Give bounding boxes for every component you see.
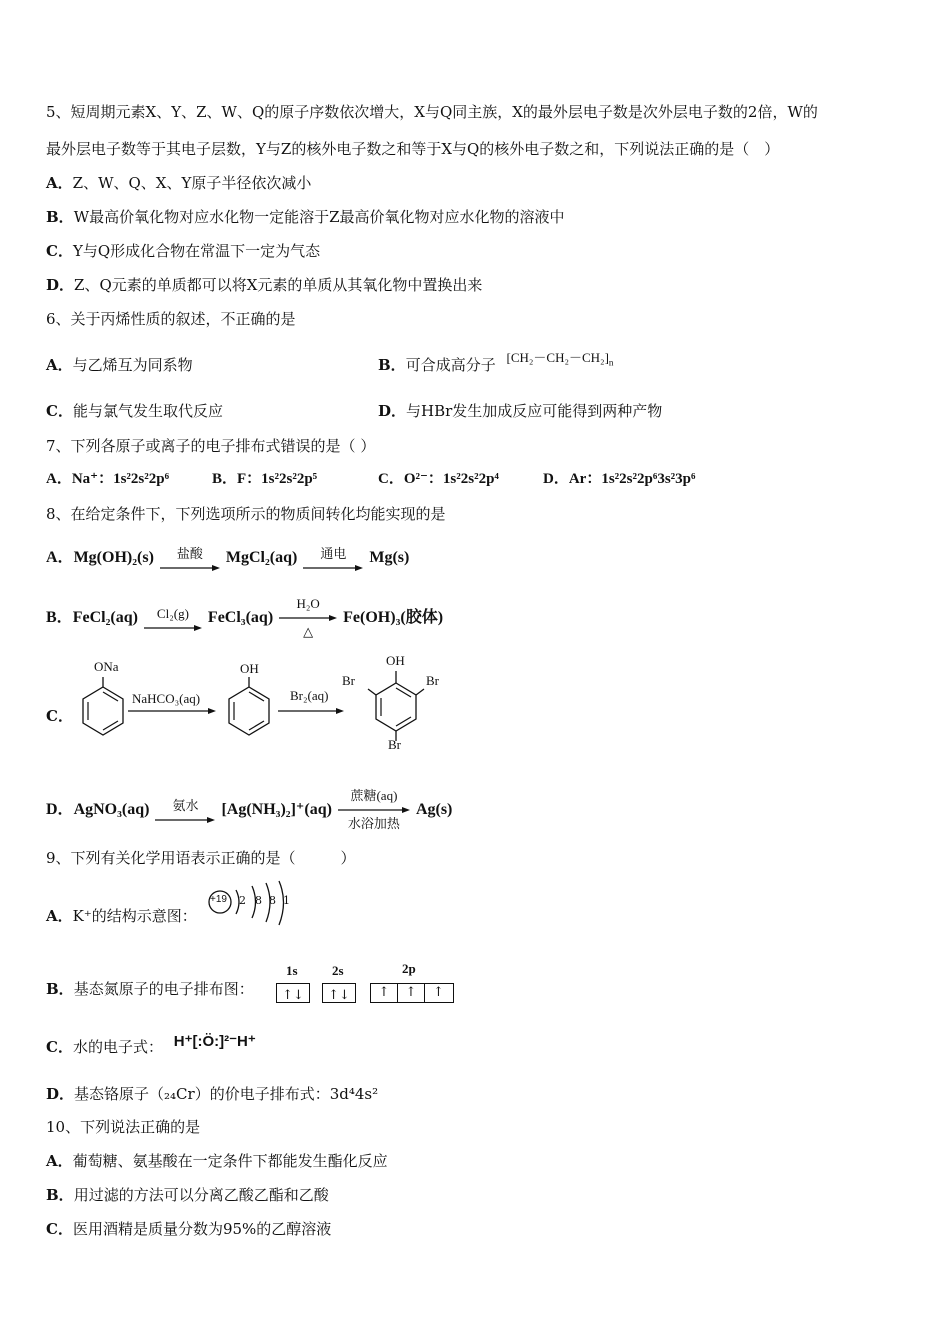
q5-stem-line2: 最外层电子数等于其电子层数，Y与Z的核外电子数之和等于X与Q的核外电子数之和，下列说法正确的是（ ） (46, 140, 780, 158)
orbital-cell: ↑ (398, 984, 425, 1002)
substituent-label: OH (240, 661, 259, 676)
option-label: C． (46, 242, 73, 260)
orbital-cell: ↑ (433, 985, 444, 1000)
q5-option-a[interactable] (46, 173, 311, 193)
arrow-icon (279, 614, 337, 622)
arrow-label: NaHCO₃(aq) (132, 691, 201, 706)
orbital-box-1s (276, 983, 310, 1003)
q9-option-a[interactable] (46, 906, 197, 926)
substituent-label: ONa (94, 659, 119, 674)
q6-option-a[interactable] (46, 355, 193, 375)
option-text: Z、Q元素的单质都可以将X元素的单质从其氧化物中置换出来 (74, 276, 483, 294)
arrow-label: 通电 (320, 546, 347, 561)
q8-stem: 8、在给定条件下，下列选项所示的物质间转化均能实现的是 (46, 505, 446, 523)
option-label: B． (378, 356, 406, 374)
arrow-icon (144, 624, 202, 632)
option-text: 葡萄糖、氨基酸在一定条件下都能发生酯化反应 (72, 1152, 388, 1170)
option-label: A． (46, 907, 73, 925)
k-ion-structure-diagram (206, 880, 296, 930)
orbital-diagram (274, 963, 464, 1007)
option-text: 水的电子式： (72, 1038, 163, 1056)
option-label: D． (46, 801, 74, 818)
arrow-icon (278, 707, 344, 715)
arrow-label: 氨水 (172, 798, 199, 813)
intermediate: [Ag(NH₃)₂]⁺(aq) (221, 801, 332, 818)
arrow-label: Br₂(aq) (290, 688, 329, 703)
shell-count: 2 (239, 894, 246, 907)
benzene-ring-icon (224, 673, 274, 737)
q5-option-d[interactable] (46, 275, 482, 295)
arrow-label-top: H₂O (296, 596, 320, 611)
spin-up-arrow: ↑ (328, 988, 339, 1003)
arrow-label: Cl₂(g) (156, 606, 189, 621)
q7-option-c[interactable]: C．O²⁻：1s²2s²2p⁴ (378, 471, 499, 487)
option-label: C． (46, 402, 73, 420)
option-label: C． (46, 707, 73, 725)
orbital-cell: ↑ (371, 984, 398, 1002)
option-text: 与乙烯互为同系物 (72, 356, 193, 374)
q9-stem: 9、下列有关化学用语表示正确的是（ ） (46, 849, 356, 867)
reaction-arrow (338, 786, 410, 834)
q6-option-d[interactable] (378, 401, 662, 421)
arrow-icon (128, 707, 216, 715)
orbital-cell (323, 987, 355, 1005)
q5-option-c[interactable] (46, 241, 320, 261)
option-label: B． (46, 609, 73, 626)
q8-option-c[interactable] (46, 706, 73, 726)
orbital-box-2s (322, 983, 356, 1003)
option-text: 医用酒精是质量分数为95%的乙醇溶液 (72, 1220, 332, 1238)
option-text: 用过滤的方法可以分离乙酸乙酯和乙酸 (73, 1186, 329, 1204)
option-label: A． (46, 356, 73, 374)
option-text: 基态铬原子（₂₄Cr）的价电子排布式：3d⁴4s² (74, 1085, 379, 1103)
q6-option-b[interactable] (378, 350, 614, 376)
orbital-cell (277, 987, 309, 1005)
polymer-formula (506, 350, 614, 368)
orbital-label: 1s (286, 963, 298, 978)
option-label: D． (378, 402, 407, 420)
q5-option-b[interactable] (46, 207, 565, 227)
polymer-subscript: n (608, 357, 614, 368)
reaction-arrow (303, 544, 363, 572)
option-text: 能与氯气发生取代反应 (72, 402, 223, 420)
q8c-scheme (72, 655, 472, 755)
arrow-label-bottom: 水浴加热 (347, 816, 400, 831)
reactant: Mg(OH)₂(s) (73, 549, 154, 566)
option-label: B． (46, 208, 74, 226)
option-text: Y与Q形成化合物在常温下一定为气态 (72, 242, 321, 260)
option-text: W最高价氧化物对应水化物一定能溶于Z最高价氧化物对应水化物的溶液中 (73, 208, 565, 226)
intermediate: MgCl₂(aq) (225, 549, 298, 566)
q9-option-b[interactable] (46, 979, 254, 999)
orbital-label: 2s (332, 963, 344, 978)
q8-option-d[interactable] (46, 788, 452, 832)
q7-option-a[interactable]: A．Na⁺：1s²2s²2p⁶ (46, 471, 170, 487)
option-label: C． (46, 1038, 73, 1056)
spin-down-arrow: ↓ (293, 988, 304, 1003)
option-label: A． (46, 549, 74, 566)
option-text: K⁺的结构示意图： (72, 907, 197, 925)
benzene-ring-icon (366, 669, 426, 743)
intermediate: FeCl₃(aq) (207, 609, 274, 626)
q6-option-c[interactable] (46, 401, 223, 421)
arrow-label-top: 蔗糖(aq) (350, 788, 398, 803)
reaction-arrow (279, 594, 337, 642)
reaction-arrow (160, 544, 220, 572)
arrow-icon (155, 816, 215, 824)
option-text: 与HBr发生加成反应可能得到两种产物 (406, 402, 663, 420)
q5-stem-line1: 5、短周期元素X、Y、Z、W、Q的原子序数依次增大，X与Q同主族，X的最外层电子数是次外层电子数的2倍，W的 (46, 103, 818, 121)
product: Ag(s) (415, 801, 453, 818)
q6-stem: 6、关于丙烯性质的叙述，不正确的是 (46, 310, 296, 328)
q10-option-a[interactable] (46, 1151, 388, 1171)
option-text: 基态氮原子的电子排布图： (73, 980, 254, 998)
water-electron-formula: H⁺[:Ö:]²⁻H⁺ (173, 1033, 256, 1050)
reactant: AgNO₃(aq) (73, 801, 150, 818)
bromine-label: Br (388, 737, 401, 752)
q7-option-d[interactable]: D．Ar：1s²2s²2p⁶3s²3p⁶ (543, 471, 696, 487)
option-text: 可合成高分子 (405, 356, 496, 374)
q9-option-d[interactable] (46, 1084, 378, 1104)
reaction-arrow (155, 796, 215, 824)
q8-option-a[interactable] (46, 538, 409, 578)
spin-up-arrow: ↑ (282, 988, 293, 1003)
reactant: FeCl₂(aq) (72, 609, 138, 626)
arrow-label-bottom: △ (303, 624, 314, 639)
option-label: B． (46, 1186, 74, 1204)
spin-down-arrow: ↓ (339, 988, 350, 1003)
option-label: B． (46, 980, 74, 998)
benzene-ring-icon (78, 673, 128, 737)
substituent-label: OH (386, 653, 405, 668)
option-text: Z、W、Q、X、Y原子半径依次减小 (72, 174, 312, 192)
option-label: C． (46, 1220, 73, 1238)
product: Mg(s) (369, 549, 410, 566)
shell-count: 8 (269, 894, 276, 907)
polymer-formula-text: [CH₂－CH₂－CH₂] (506, 350, 609, 365)
arrow-icon (160, 564, 220, 572)
arrow-icon (338, 806, 410, 814)
bromine-label: Br (426, 673, 439, 688)
nucleus-label: +19 (210, 894, 227, 905)
q10-option-c[interactable] (46, 1219, 331, 1239)
option-label: D． (46, 276, 75, 294)
option-label: A． (46, 1152, 73, 1170)
q7-option-b[interactable]: B．F：1s²2s²2p⁵ (212, 471, 318, 487)
q10-stem: 10、下列说法正确的是 (46, 1118, 201, 1136)
bromine-label: Br (342, 673, 355, 688)
option-label: A． (46, 174, 73, 192)
shell-count: 8 (255, 894, 262, 907)
q10-option-b[interactable] (46, 1185, 329, 1205)
orbital-box-2p (370, 983, 454, 1003)
arrow-icon (303, 564, 363, 572)
q9-option-c[interactable] (46, 1033, 256, 1058)
shell-count: 1 (283, 894, 290, 907)
q7-stem: 7、下列各原子或离子的电子排布式错误的是（ ） (46, 437, 376, 455)
arrow-label: 盐酸 (176, 546, 203, 561)
option-label: D． (46, 1085, 75, 1103)
reaction-arrow (144, 604, 202, 632)
q8-option-b[interactable] (46, 596, 443, 640)
orbital-label: 2p (402, 961, 416, 976)
product: Fe(OH)₃(胶体) (343, 609, 444, 626)
